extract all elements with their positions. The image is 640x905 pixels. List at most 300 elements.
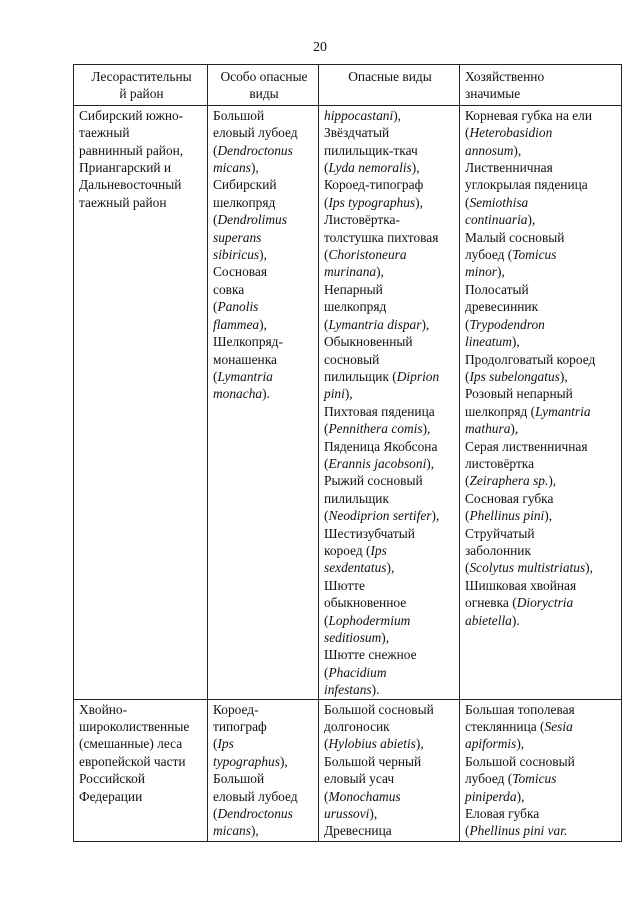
- text-segment: ),: [369, 806, 378, 822]
- latin-name: Ips typographus: [328, 194, 416, 210]
- text-segment: Шестизубчатый: [324, 525, 415, 541]
- text-line: [324, 420, 456, 437]
- text-line: [324, 735, 456, 752]
- region-cell: [74, 105, 208, 699]
- text-segment: Струйчатый: [465, 525, 535, 541]
- text-line: [465, 701, 618, 718]
- text-segment: Сосновая: [213, 264, 268, 280]
- latin-name: Monochamus: [328, 788, 401, 804]
- text-line: [213, 107, 315, 124]
- text-segment: лубоед (: [465, 247, 513, 263]
- text-segment: (: [324, 160, 329, 176]
- latin-name: Ips subelongatus: [469, 368, 560, 384]
- text-segment: Корневая губка на ели: [465, 107, 593, 123]
- text-segment: ),: [386, 560, 395, 576]
- text-segment: Хвойно-: [79, 701, 128, 717]
- latin-name: Lymantria: [217, 368, 273, 384]
- text-line: [213, 788, 315, 805]
- text-segment: (: [324, 508, 329, 524]
- text-line: [79, 194, 204, 211]
- text-line: [465, 142, 618, 159]
- text-segment: Короед-: [213, 701, 259, 717]
- text-line: [213, 68, 315, 85]
- text-segment: древесинник: [465, 299, 539, 315]
- species-table: [73, 64, 622, 842]
- text-line: [213, 298, 315, 315]
- text-segment: Шютте снежное: [324, 647, 417, 663]
- text-segment: шелкопряд (: [465, 403, 536, 419]
- text-line: [324, 351, 456, 368]
- text-segment: таежный район: [79, 194, 167, 210]
- text-line: [465, 298, 618, 315]
- text-line: [324, 559, 456, 576]
- text-line: [465, 229, 618, 246]
- text-line: [213, 351, 315, 368]
- text-line: [213, 333, 315, 350]
- text-segment: ),: [376, 264, 384, 280]
- text-segment: сосновый: [324, 351, 380, 367]
- text-segment: Пяденица Якобсона: [324, 438, 438, 454]
- text-line: [79, 159, 204, 176]
- latin-name: annosum: [465, 142, 514, 158]
- text-line: [213, 316, 315, 333]
- text-line: [213, 142, 315, 159]
- text-segment: ),: [585, 560, 593, 576]
- latin-name: Scolytus multistriatus: [469, 560, 586, 576]
- text-segment: ).: [262, 386, 270, 402]
- text-segment: Продолговатый короед: [465, 351, 596, 367]
- text-segment: ),: [393, 107, 401, 123]
- text-segment: (: [213, 299, 218, 315]
- latin-name: micans: [213, 823, 251, 839]
- text-segment: стеклянница (: [465, 719, 545, 735]
- text-line: [465, 788, 618, 805]
- text-line: [79, 753, 204, 770]
- text-segment: широколиственные: [79, 719, 190, 735]
- text-segment: толстушка пихтовая: [324, 229, 439, 245]
- text-segment: (: [324, 316, 329, 332]
- text-line: [213, 176, 315, 193]
- text-line: [465, 770, 618, 787]
- text-segment: (: [213, 368, 218, 384]
- text-segment: таежный: [79, 125, 130, 141]
- text-segment: (: [324, 421, 329, 437]
- text-line: [465, 68, 618, 85]
- latin-name: Panolis: [217, 299, 259, 315]
- economically-significant-cell: [460, 699, 622, 841]
- text-line: [465, 194, 618, 211]
- text-line: [324, 788, 456, 805]
- text-line: [79, 142, 204, 159]
- text-segment: ),: [250, 823, 259, 839]
- text-line: [465, 85, 618, 102]
- text-line: [465, 594, 618, 611]
- text-segment: ).: [511, 612, 520, 628]
- text-line: [465, 316, 618, 333]
- text-line: [79, 701, 204, 718]
- text-segment: Непарный: [324, 281, 383, 297]
- text-line: [213, 229, 315, 246]
- latin-name: Lyda nemoralis: [328, 160, 412, 176]
- text-line: [465, 525, 618, 542]
- text-line: [324, 316, 456, 333]
- text-segment: пилильщик (: [324, 368, 397, 384]
- text-line: [465, 542, 618, 559]
- text-line: [324, 455, 456, 472]
- latin-name: Phellinus pini: [469, 508, 545, 524]
- text-line: [213, 385, 315, 402]
- text-line: [465, 507, 618, 524]
- text-segment: ),: [516, 736, 525, 752]
- text-line: [465, 753, 618, 770]
- text-line: [324, 298, 456, 315]
- text-line: [465, 368, 618, 385]
- text-segment: лубоед (: [465, 771, 513, 787]
- text-line: [465, 438, 618, 455]
- text-line: [324, 159, 456, 176]
- latin-name: Phellinus pini var.: [469, 823, 568, 839]
- latin-name: infestans: [324, 682, 372, 698]
- latin-name: Lymantria dispar: [328, 316, 422, 332]
- text-segment: Еловая губка: [465, 806, 540, 822]
- text-segment: шелкопряд: [213, 194, 276, 210]
- text-line: [465, 805, 618, 822]
- latin-name: seditiosum: [324, 630, 382, 645]
- text-segment: монашенка: [213, 351, 277, 367]
- text-segment: европейской части: [79, 753, 186, 769]
- text-line: [465, 718, 618, 735]
- text-line: [324, 194, 456, 211]
- text-line: [324, 403, 456, 420]
- text-line: [324, 263, 456, 280]
- text-line: [213, 805, 315, 822]
- text-line: [324, 281, 456, 298]
- text-segment: долгоносик: [324, 719, 390, 735]
- text-line: [213, 735, 315, 752]
- latin-name: Zeiraphera sp.: [469, 473, 549, 489]
- text-line: [324, 805, 456, 822]
- text-segment: Шишковая хвойная: [465, 577, 577, 593]
- latin-name: abietella: [465, 612, 512, 628]
- header-cell: [319, 65, 460, 106]
- text-segment: (: [213, 736, 218, 752]
- text-line: [213, 211, 315, 228]
- text-line: [465, 403, 618, 420]
- text-segment: углокрылая пяденица: [465, 177, 588, 193]
- text-segment: (: [465, 194, 470, 210]
- text-segment: ),: [422, 421, 431, 437]
- latin-name: superans: [213, 229, 262, 245]
- latin-name: urussovi: [324, 806, 370, 822]
- text-segment: Опасные виды: [348, 69, 432, 84]
- text-segment: листовёртка: [465, 455, 535, 471]
- text-segment: Большая тополевая: [465, 701, 575, 717]
- table-header-row: [74, 65, 622, 106]
- text-line: [465, 333, 618, 350]
- table-row: [74, 105, 622, 699]
- text-line: [324, 718, 456, 735]
- text-segment: Шютте: [324, 577, 365, 593]
- text-line: [465, 559, 618, 576]
- latin-name: micans: [213, 160, 251, 176]
- text-line: [79, 107, 204, 124]
- text-segment: Звёздчатый: [324, 125, 390, 141]
- text-segment: (: [324, 455, 329, 471]
- text-line: [324, 385, 456, 402]
- text-line: [324, 577, 456, 594]
- text-segment: Лесорастительны: [91, 69, 192, 84]
- latin-name: Erannis jacobsoni: [328, 455, 427, 471]
- text-segment: равнинный район,: [79, 142, 184, 158]
- text-segment: (смешанные) леса: [79, 736, 183, 752]
- text-segment: Сосновая губка: [465, 490, 554, 506]
- latin-name: Semiothisa: [469, 194, 529, 210]
- text-segment: Листовёртка-: [324, 212, 400, 228]
- latin-name: sibiricus: [213, 247, 260, 263]
- text-segment: ),: [415, 736, 424, 752]
- text-line: [213, 124, 315, 141]
- latin-name: Pennithera comis: [328, 421, 423, 437]
- text-segment: шелкопряд: [324, 299, 387, 315]
- text-segment: ),: [544, 508, 553, 524]
- page-number: 20: [313, 40, 327, 55]
- text-line: [213, 770, 315, 787]
- text-segment: ),: [344, 386, 353, 402]
- text-line: [213, 718, 315, 735]
- text-line: [324, 176, 456, 193]
- text-line: [465, 263, 618, 280]
- latin-name: typographus: [213, 753, 280, 769]
- text-segment: ),: [510, 421, 519, 437]
- text-segment: типограф: [213, 719, 267, 735]
- text-segment: (: [324, 788, 329, 804]
- text-line: [324, 472, 456, 489]
- latin-name: Lymantria: [535, 403, 591, 419]
- latin-name: Choristoneura: [328, 247, 407, 263]
- text-line: [324, 594, 456, 611]
- text-segment: (: [465, 368, 470, 384]
- text-segment: ),: [421, 316, 430, 332]
- header-cell: [460, 65, 622, 106]
- dangerous-cell: [319, 105, 460, 699]
- text-line: [465, 107, 618, 124]
- text-segment: Большой сосновый: [465, 753, 575, 769]
- text-line: [465, 124, 618, 141]
- latin-name: continuaria: [465, 212, 528, 228]
- text-line: [79, 735, 204, 752]
- text-segment: Федерации: [79, 788, 143, 804]
- text-line: [465, 211, 618, 228]
- text-line: [465, 612, 618, 629]
- text-line: [213, 281, 315, 298]
- latin-name: Dioryctria: [516, 595, 574, 611]
- text-line: [324, 142, 456, 159]
- text-segment: еловый усач: [324, 771, 395, 787]
- latin-name: Phacidium: [328, 664, 387, 680]
- text-line: [79, 788, 204, 805]
- text-segment: Российской: [79, 771, 145, 787]
- text-line: [79, 176, 204, 193]
- text-segment: Дальневосточный: [79, 177, 182, 193]
- latin-name: Tomicus: [512, 247, 557, 263]
- text-segment: ),: [497, 264, 505, 280]
- text-segment: ),: [411, 160, 420, 176]
- text-line: [324, 681, 456, 698]
- dangerous-cell: [319, 699, 460, 841]
- text-line: [324, 438, 456, 455]
- text-segment: ),: [513, 142, 522, 158]
- text-segment: значимые: [465, 86, 521, 102]
- text-line: [465, 472, 618, 489]
- latin-name: pini: [324, 386, 345, 402]
- text-segment: ),: [548, 473, 557, 489]
- text-line: [79, 770, 204, 787]
- text-segment: Большой сосновый: [324, 701, 434, 717]
- text-line: [465, 281, 618, 298]
- text-line: [324, 701, 456, 718]
- text-line: [213, 85, 315, 102]
- text-line: [324, 333, 456, 350]
- text-segment: (: [465, 473, 470, 489]
- text-segment: Сибирский: [213, 177, 277, 193]
- text-segment: ).: [371, 682, 380, 698]
- text-segment: (: [324, 664, 329, 680]
- latin-name: Diprion: [396, 368, 440, 384]
- text-segment: Лиственничная: [465, 160, 553, 176]
- latin-name: Sesia: [544, 719, 573, 735]
- text-segment: Обыкновенный: [324, 334, 413, 350]
- text-line: [79, 68, 204, 85]
- text-line: [324, 229, 456, 246]
- latin-name: Tomicus: [512, 771, 557, 787]
- latin-name: minor: [465, 264, 497, 280]
- text-line: [465, 822, 618, 839]
- text-line: [465, 735, 618, 752]
- text-line: [465, 420, 618, 437]
- text-line: [465, 455, 618, 472]
- especially-dangerous-cell: [208, 105, 319, 699]
- text-segment: ),: [279, 753, 288, 769]
- text-segment: Приангарский и: [79, 160, 172, 176]
- text-segment: Особо опасные: [220, 69, 308, 84]
- latin-name: Trypodendron: [469, 316, 545, 332]
- text-segment: (: [213, 806, 218, 822]
- text-segment: еловый лубоед: [213, 125, 298, 141]
- text-line: [79, 85, 204, 102]
- text-line: [324, 107, 456, 124]
- text-segment: Большой: [213, 107, 265, 123]
- latin-name: Hylobius abietis: [328, 736, 416, 752]
- text-segment: виды: [249, 86, 279, 102]
- text-line: [465, 246, 618, 263]
- latin-name: Dendroctonus: [217, 142, 293, 158]
- text-segment: Малый сосновый: [465, 229, 565, 245]
- text-segment: короед (: [324, 542, 371, 558]
- text-line: [324, 612, 456, 629]
- text-line: [324, 646, 456, 663]
- text-line: [213, 246, 315, 263]
- latin-name: hippocastani: [324, 107, 394, 123]
- text-line: [324, 68, 456, 85]
- text-segment: (: [324, 736, 329, 752]
- text-segment: ),: [381, 630, 390, 645]
- text-segment: ),: [559, 368, 568, 384]
- text-segment: Большой: [213, 771, 265, 787]
- text-segment: совка: [213, 281, 245, 297]
- text-segment: (: [465, 316, 470, 332]
- text-segment: ),: [250, 160, 259, 176]
- text-segment: (: [465, 823, 470, 839]
- region-cell: [74, 699, 208, 841]
- latin-name: sexdentatus: [324, 560, 387, 576]
- latin-name: Dendrolimus: [217, 212, 287, 228]
- text-line: [213, 701, 315, 718]
- text-line: [213, 194, 315, 211]
- latin-name: Heterobasidion: [469, 125, 553, 141]
- text-line: [324, 629, 456, 646]
- text-line: [324, 211, 456, 228]
- latin-name: Neodiprion sertifer: [328, 508, 432, 524]
- text-segment: ),: [259, 247, 267, 263]
- text-line: [213, 753, 315, 770]
- text-segment: ),: [426, 455, 435, 471]
- header-cell: [74, 65, 208, 106]
- text-line: [324, 542, 456, 559]
- latin-name: flammea: [213, 316, 260, 332]
- text-line: [324, 822, 456, 839]
- text-segment: Шелкопряд-: [213, 334, 283, 350]
- text-segment: (: [324, 194, 329, 210]
- text-segment: (: [213, 142, 218, 158]
- text-line: [324, 770, 456, 787]
- text-segment: ),: [431, 508, 440, 524]
- text-line: [465, 159, 618, 176]
- text-segment: ),: [415, 194, 423, 210]
- text-segment: Хозяйственно: [465, 69, 545, 84]
- text-line: [324, 664, 456, 681]
- table-row: [74, 699, 622, 841]
- text-segment: Древесница: [324, 823, 392, 839]
- latin-name: mathura: [465, 421, 511, 437]
- text-segment: (: [324, 612, 329, 628]
- text-segment: (: [465, 125, 470, 141]
- text-line: [324, 124, 456, 141]
- text-line: [324, 753, 456, 770]
- latin-name: monacha: [213, 386, 263, 402]
- text-line: [465, 176, 618, 193]
- text-line: [324, 507, 456, 524]
- text-line: [79, 718, 204, 735]
- text-segment: пилильщик: [324, 490, 389, 506]
- text-segment: заболонник: [465, 542, 531, 558]
- text-segment: (: [324, 247, 329, 263]
- text-segment: (: [465, 508, 470, 524]
- latin-name: Ips: [217, 736, 234, 752]
- header-cell: [208, 65, 319, 106]
- text-line: [465, 385, 618, 402]
- text-segment: (: [213, 212, 218, 228]
- text-segment: Большой черный: [324, 753, 422, 769]
- economically-significant-cell: [460, 105, 622, 699]
- text-segment: пилильщик-ткач: [324, 142, 418, 158]
- text-line: [324, 246, 456, 263]
- text-segment: ),: [516, 788, 525, 804]
- text-segment: Серая лиственничная: [465, 438, 588, 454]
- text-line: [465, 351, 618, 368]
- text-line: [324, 368, 456, 385]
- especially-dangerous-cell: [208, 699, 319, 841]
- text-line: [465, 490, 618, 507]
